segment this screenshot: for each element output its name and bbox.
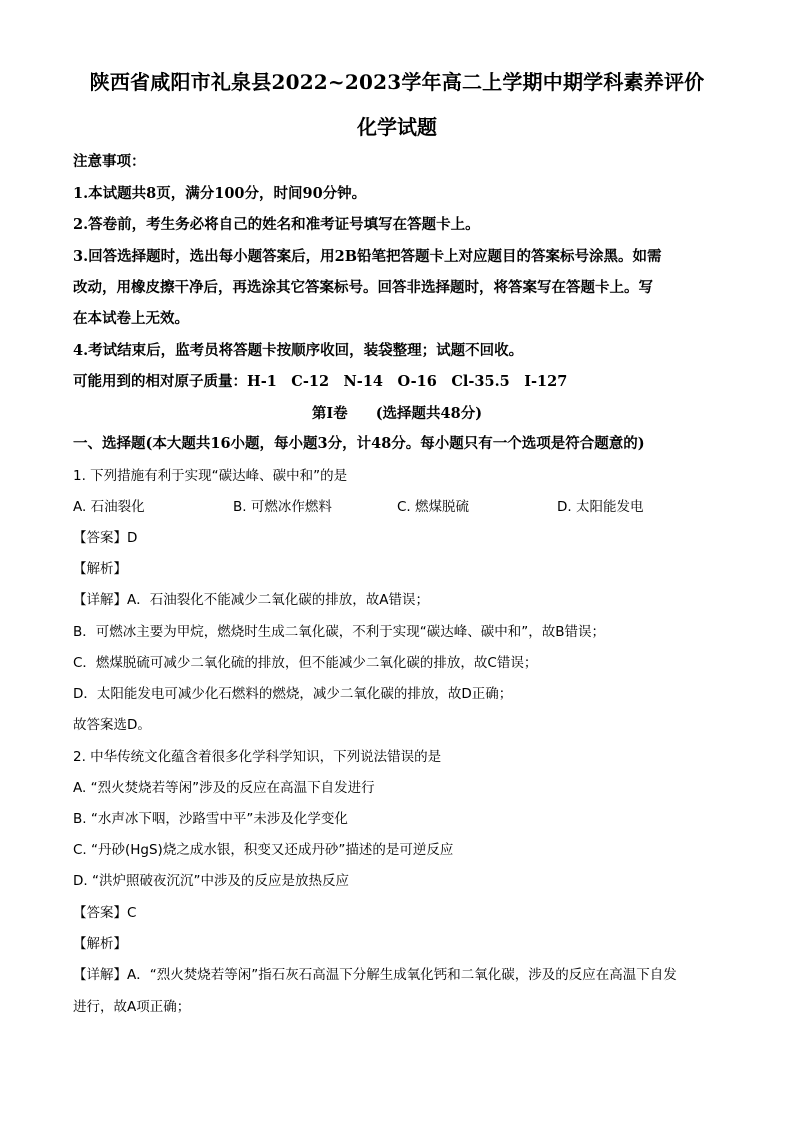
question-2-answer: 【答案】C — [73, 905, 137, 921]
question-1-option-d: D. 太阳能发电 — [557, 499, 644, 515]
page-title: 陕西省咸阳市礼泉县2022~2023学年高二上学期中期学科素养评价 — [89, 70, 705, 94]
notice-item-3: 3.回答选择题时，选出每小题答案后，用2B铅笔把答题卡上对应题目的答案标号涂黑。如需 — [73, 248, 662, 265]
notice-item-3-cont: 改动，用橡皮擦干净后，再选涂其它答案标号。回答非选择题时，将答案写在答题卡上。写 — [73, 279, 653, 296]
notice-item-3-end: 在本试卷上无效。 — [73, 310, 189, 327]
question-1-option-b: B. 可燃冰作燃料 — [233, 499, 332, 515]
question-1-detail-b: B．可燃冰主要为甲烷，燃烧时生成二氧化碳，不利于实现“碳达峰、碳中和”，故B错误； — [73, 624, 606, 640]
question-2-option-a: A. “烈火焚烧若等闲”涉及的反应在高温下自发进行 — [73, 780, 375, 796]
question-1-detail-a: 【详解】A．石油裂化不能减少二氧化碳的排放，故A错误； — [73, 592, 429, 608]
volume-label: 第Ⅰ卷 — [311, 405, 348, 422]
notice-heading: 注意事项： — [73, 153, 146, 170]
section-heading: 一、选择题(本大题共16小题，每小题3分，计48分。每小题只有一个选项是符合题意的) — [73, 435, 645, 452]
question-1-stem: 1. 下列措施有利于实现“碳达峰、碳中和”的是 — [73, 468, 348, 484]
question-1-option-c: C. 燃煤脱硫 — [397, 499, 470, 515]
question-2-option-b: B. “水声冰下咽，沙路雪中平”未涉及化学变化 — [73, 811, 348, 827]
question-2-detail-a-cont: 进行，故A项正确； — [73, 999, 191, 1015]
question-1-answer: 【答案】D — [73, 530, 138, 546]
question-1-detail-d: D．太阳能发电可减少化石燃料的燃烧，减少二氧化碳的排放，故D正确； — [73, 686, 513, 702]
question-2-analysis-label: 【解析】 — [73, 936, 127, 952]
question-2-stem: 2. 中华传统文化蕴含着很多化学科学知识，下列说法错误的是 — [73, 749, 442, 765]
volume-note: (选择题共48分) — [375, 405, 483, 422]
question-2-option-d: D. “洪炉照破夜沉沉”中涉及的反应是放热反应 — [73, 873, 349, 889]
notice-item-4: 4.考试结束后，监考员将答题卡按顺序收回，装袋整理；试题不回收。 — [73, 342, 524, 359]
question-1-conclusion: 故答案选D。 — [73, 717, 151, 733]
question-1-analysis-label: 【解析】 — [73, 561, 127, 577]
question-1-detail-c: C．燃煤脱硫可减少二氧化硫的排放，但不能减少二氧化碳的排放，故C错误； — [73, 655, 538, 671]
notice-item-1: 1.本试题共8页，满分100分，时间90分钟。 — [73, 185, 367, 202]
page-subtitle: 化学试题 — [357, 115, 437, 139]
question-2-detail-a: 【详解】A．“烈火焚烧若等闲”指石灰石高温下分解生成氧化钙和二氧化碳，涉及的反应在高温下自发 — [73, 967, 677, 983]
question-2-option-c: C. “丹砂(HgS)烧之成水银，积变又还成丹砂”描述的是可逆反应 — [73, 842, 454, 858]
notice-item-2: 2.答卷前，考生务必将自己的姓名和准考证号填写在答题卡上。 — [73, 216, 480, 233]
question-1-option-a: A. 石油裂化 — [73, 499, 145, 515]
atomic-masses: 可能用到的相对原子质量：H-1 C-12 N-14 O-16 Cl-35.5 I-127 — [73, 373, 568, 390]
volume-heading — [0, 402, 794, 423]
